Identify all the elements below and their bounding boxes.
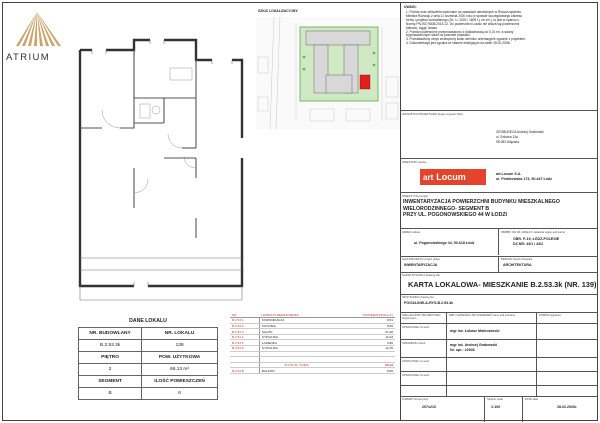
dane-cell: NR. LOKALU [142,328,218,340]
dane-row [79,352,218,364]
plot-cell [498,229,565,255]
drawing-title-label: NAZWA RYSUNKU/ drawing title [402,274,440,277]
designer-label: JEDNOSTKA PROJEKTOWA/ design engineer office [402,113,463,116]
date-value: 28.02.2026r. [557,405,578,409]
date-label: DATA/ date [525,398,539,401]
col-name-label: IMIĘ I NAZWISKO/ NR UPRAWNIEŃ name and surname [449,314,516,317]
dane-cell: 139 [142,340,218,352]
room-area: 8,51 [333,318,395,324]
signature-row [400,357,598,371]
phase-value: INWENTARYZACJA [404,263,438,267]
branch-label: BRANŻA/ branch discipline [501,258,533,261]
site-key-map [256,14,400,132]
note-line: wyprowadzonych ścian na pozomie posadzki. [406,33,471,38]
format-label: FORMAT/ format [mm] [402,398,429,401]
dane-row [79,340,218,352]
scale-label: SKALA/ scale [487,398,503,401]
investment-title [403,199,560,219]
investor-address: ul. Piotrkowska 173, 90-447 Łódź [496,177,552,181]
dane-cell: NR. BUDOWLANY [79,328,142,340]
room-area: 8,00 [333,323,395,329]
room-area: 4,96 [333,340,395,346]
rooms-table [230,312,395,374]
drawing-no-section [400,294,598,310]
investment-line: INWENTARYZACJA POWIERZCHNI BUDYNKU MIESZKALNEGO [403,199,560,205]
dane-cell: B.2.53.3k [79,340,142,352]
atrium-logo-icon [6,10,68,52]
note-line: 3. Przedstawiony obrys zewnętrzny ścian wierniko orientacyjnie zgodnie z projektem. [406,37,526,42]
note-line: formy i projektu budowlanego (Dz. U. 2020 / 1609 t.j. ze zm.), to jest w oparciu o [406,17,520,22]
room-nr: B.2.53.4 [230,334,259,340]
designer-line: ul. Szkolna 13a [496,135,518,139]
phase-label: FAZA PROJEKTU/ project phase [402,258,440,261]
dane-title: DANE LOKALU [129,318,167,324]
notes-list [406,11,526,46]
rooms-header: NR [230,312,259,318]
room-name: ŁAZIENKA [259,340,333,346]
note-line: 1. Pomiar oraz obliczenia wykonane na zasadach określonych w Rozporządzeniu [406,10,521,14]
designer-section [400,110,598,152]
investor-name: art.Locum S.A. [496,172,522,176]
dane-row [79,328,218,340]
footer-section [400,396,598,421]
row-name: mgr inż. Andrzej Grabowski [450,343,498,347]
logo-art-text: art [423,172,434,182]
address-section [400,228,598,254]
room-area: 11,03 [333,334,395,340]
room-name: KUCHNIA [259,323,333,329]
room-area: 12,15 [333,346,395,352]
dane-cell: PIĘTRO [79,352,142,364]
row-separator [400,385,598,386]
drawing-no-label: NR RYSUNKU/ drawing No [402,296,434,299]
date-cell [522,397,578,422]
dane-row [79,376,218,388]
row-name: mgr inż. Łukasz Mokrowiecki [450,329,500,333]
investment-line: WIELORODZINNEGO- SEGMENT B [403,205,490,212]
dane-cell: SEGMENT [79,376,142,388]
signature-row [400,323,598,339]
note-line: balkonu, loggii, tarasu. [406,25,438,30]
room-name: SYPIALNIA [259,334,333,340]
art-locum-logo [420,169,486,185]
row-role: OPRACOWAŁ/ co-work [402,326,430,329]
format-value: 297x210 [422,405,436,409]
drawing-title-section [400,272,598,294]
sum-value: 66,13 [333,362,395,368]
dane-row [79,388,218,400]
room-nr: B.2.53.5 [230,340,259,346]
dane-table [78,327,218,400]
designer-line: 95-083 Wiązaca [496,140,520,144]
investor-section [400,158,598,192]
investment-label: INWESTYCJA/ project [402,195,428,198]
signature-row [400,339,598,357]
phase-section [400,256,598,272]
note-line: 2. Pomiar powierzchni przeprowadzono z dokładnością do 0,01 m², a ściany [406,29,514,34]
dane-cell: B [79,388,142,400]
room-nr: B.2.53.1 [230,318,259,324]
investor-label: INWESTOR/ investor [402,161,427,164]
room-area: 21,48 [333,329,395,335]
rooms-header: POWIERZCHNIA (m²) [333,312,395,318]
dane-cell: ILOŚĆ POMIESZCZEŃ [142,376,218,388]
drawing-no: POG44-INW-A-RYS-B.2.53.3k [404,301,454,305]
room-name: SALON [259,329,333,335]
room-nr: B.2.53.3 [230,329,259,335]
scale-value: 1:100 [491,405,501,409]
col-sign-label: PODPIS/ signature [539,314,561,317]
balcony-name: BALKON [259,368,333,374]
room-nr: B.2.53.6 [230,346,259,352]
floor-plan [72,8,262,308]
designer-line: GEOBUDECA Andrzej Grabowski [496,130,544,134]
sum-label: B.2.53.3k- SUMA [259,362,333,368]
room-name: SYPIALNIA [259,346,333,352]
rooms-header: NAZWA POMIESZCZENIA [259,312,333,318]
dane-row [79,364,218,376]
keymap-title: SZKIC LOKALIZACYJNY: [258,9,299,13]
row-extra: Nr. upr.: 22946 [450,348,475,352]
plot-line: OBR. P-19, ŁÓDŹ-POLESIE [513,237,560,241]
branch-value: ARCHITEKTURA [503,263,532,267]
room-name: KOMUNIKACJA [259,318,333,324]
col-role-label: SPECJALNOŚĆ PROJEKTOWA/ project team [402,314,441,320]
balcony-row [230,368,395,374]
balcony-nr: B.2.53.B [230,368,259,374]
dane-cell: 66,13 m² [142,364,218,376]
scale-cell [484,397,503,422]
dane-cell: POW. UŻYTKOWA [142,352,218,364]
address-label: ADRES/ adress [402,231,421,234]
row-role: OPRACOWAŁ/ co-work [402,374,430,377]
signature-row [400,371,598,385]
brand-logo-text: ATRIUM [6,52,51,63]
room-nr: B.2.53.2 [230,323,259,329]
balcony-area: 8,56 [333,368,395,374]
notes-title: UWAGI: [404,5,417,9]
note-line: Ministra Rozwoju z dnia 11 września 2020 roku w sprawie szczegółowego zakresu [406,13,523,18]
address-value: ul. Pogonowskiego 44, 90-618 Łódź [414,241,475,245]
investment-section [400,192,598,226]
note-line: 4. Dokumentacja jest zgodna ze stanem istniejącym na dzień 28.02.2026r. [406,41,511,46]
logo-word-text: Locum [436,172,466,182]
plot-label: OBRĘB / NR DZ. DZIAŁKI / cadastral region and parcel [501,231,565,234]
branch-cell [498,257,533,273]
signature-section [400,312,598,396]
plot-line: DZ.NR: 43/1 i 43/2 [513,242,544,246]
note-line: Normę PN-ISO 9836:2015-12. Do powierzchni Lokalu nie wlicza się powierzchni [406,21,520,26]
investment-line: PRZY UL. POGONOWSKIEGO 44 W ŁODZI [403,212,507,219]
dane-cell: 2 [79,364,142,376]
drawing-title: KARTA LOKALOWA- MIESZKANIE B.2.53.3k (NR. 139) [408,280,597,289]
row-role: OPRACOWAŁ/ co-work [402,360,430,363]
row-role: SPRAWDZIŁ/ check [402,342,426,345]
dane-cell: 6 [142,388,218,400]
